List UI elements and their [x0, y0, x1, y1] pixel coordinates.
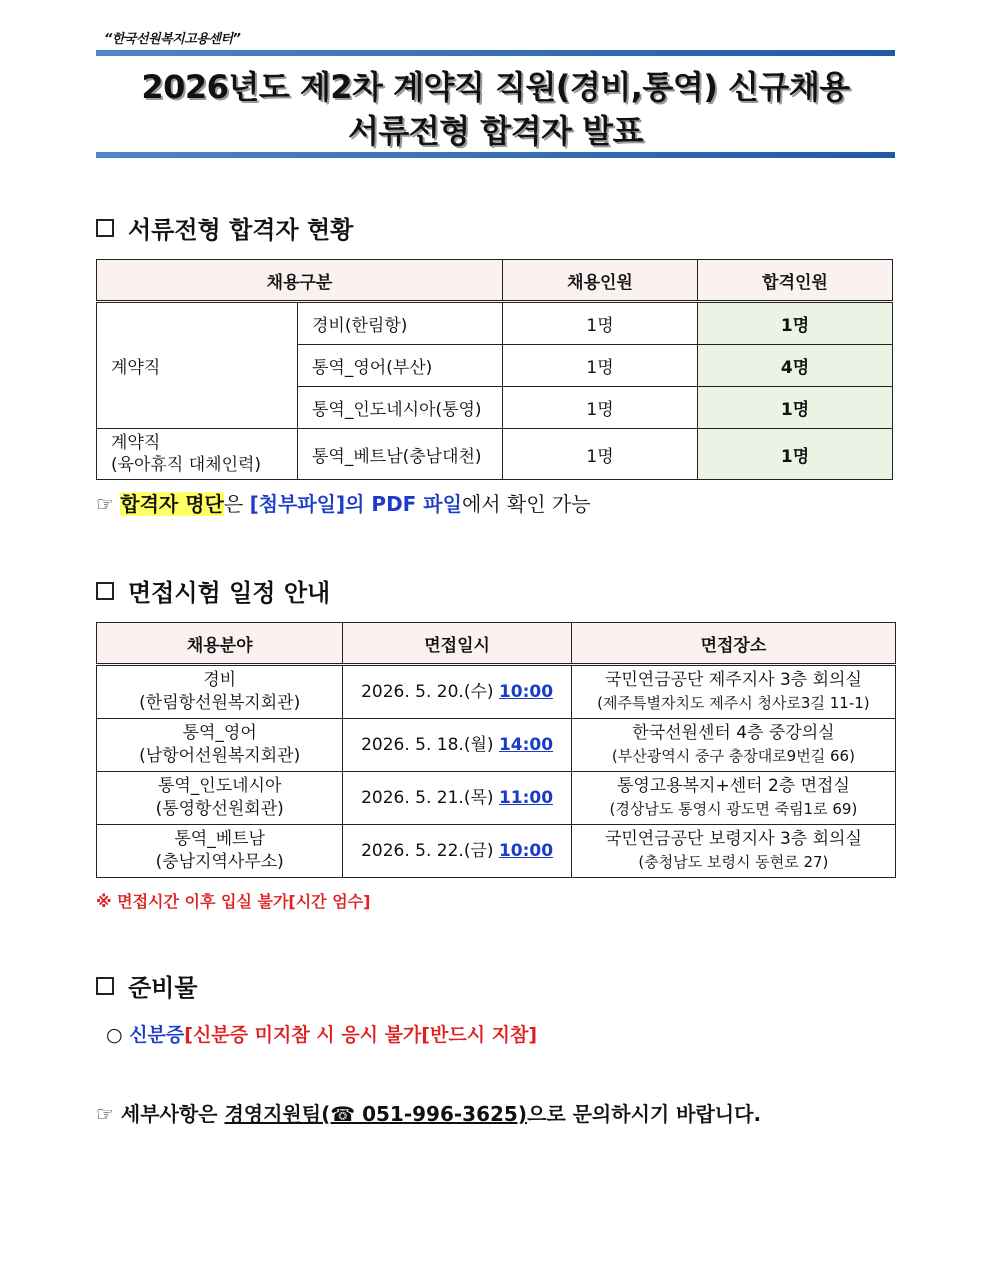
table-header-row [97, 623, 896, 665]
note-text: 에서 확인 가능 [461, 492, 591, 516]
organization-name: “한국선원복지고용센터” [104, 32, 241, 47]
field-venue: (남항어선원복지회관) [139, 746, 301, 766]
contact-suffix: 으로 문의하시기 바랍니다. [527, 1102, 762, 1126]
interview-warning: ※ 면접시간 이후 입실 불가[시간 엄수] [96, 892, 371, 911]
title-top-bar [96, 50, 895, 56]
interview-time: 10:00 [498, 681, 554, 702]
hire-cell: 1명 [503, 302, 698, 345]
field-venue: (통영항선원회관) [155, 799, 284, 819]
field-cell: 경비(한림항) [298, 302, 503, 345]
note-text: 은 [223, 492, 250, 516]
results-table [96, 259, 893, 480]
place-cell [571, 719, 895, 772]
header-pass-count: 합격인원 [698, 260, 893, 302]
place-address: (제주특별자치도 제주시 청사로3길 11-1) [597, 694, 870, 712]
place-name: 통영고용복지+센터 2층 면접실 [616, 776, 850, 796]
pass-cell: 1명 [698, 302, 893, 345]
field-cell [97, 772, 343, 825]
interview-time: 11:00 [498, 787, 554, 808]
interview-time: 14:00 [498, 734, 554, 755]
place-cell [571, 772, 895, 825]
section-title: 준비물 [128, 974, 198, 1002]
header-hire-count: 채용인원 [503, 260, 698, 302]
place-address: (부산광역시 중구 충장대로9번길 66) [611, 747, 855, 765]
section-title: 서류전형 합격자 현황 [128, 216, 354, 244]
group-label: 계약직 [97, 302, 298, 429]
highlighted-text: 합격자 명단 [120, 492, 224, 516]
place-address: (경상남도 통영시 광도면 죽림1로 69) [609, 800, 858, 818]
title-bottom-bar [96, 152, 895, 158]
datetime-cell [343, 719, 571, 772]
item-warning: [신분증 미지참 시 응시 불가[반드시 지참] [184, 1024, 538, 1046]
section-heading-items [96, 968, 198, 1003]
field-venue: (충남지역사무소) [155, 852, 284, 872]
table-row [97, 429, 893, 480]
interview-date: 2026. 5. 21.(목) [361, 787, 499, 808]
datetime-cell [343, 825, 571, 878]
results-note [96, 488, 591, 517]
field-name: 통역_영어 [182, 723, 257, 743]
page-subtitle: 서류전형 합격자 발표 [348, 112, 643, 150]
hire-cell: 1명 [503, 345, 698, 387]
item-name: 신분증 [129, 1024, 185, 1046]
field-name: 통역_인도네시아 [157, 776, 282, 796]
group-label-line: (육아휴직 대체인력) [111, 455, 262, 475]
field-venue: (한림항선원복지회관) [139, 693, 301, 713]
table-row [97, 302, 893, 345]
bullet-circle-icon: ○ [106, 1024, 130, 1046]
field-cell: 통역_영어(부산) [298, 345, 503, 387]
pointing-hand-icon: ☞ [96, 492, 121, 516]
contact-prefix: ☞ 세부사항은 [96, 1102, 225, 1126]
pass-cell: 1명 [698, 387, 893, 429]
interview-date: 2026. 5. 18.(월) [361, 734, 499, 755]
place-name: 국민연금공단 제주지사 3층 회의실 [604, 670, 862, 690]
interview-table [96, 622, 896, 878]
interview-date: 2026. 5. 20.(수) [361, 681, 499, 702]
checkbox-square-icon [96, 582, 114, 600]
datetime-cell [343, 665, 571, 719]
place-name: 국민연금공단 보령지사 3층 회의실 [604, 829, 862, 849]
required-item [106, 1020, 537, 1047]
section-title: 면접시험 일정 안내 [128, 579, 331, 607]
field-cell [97, 665, 343, 719]
section-heading-results [96, 210, 353, 245]
hire-cell: 1명 [503, 429, 698, 480]
place-name: 한국선원센터 4층 중강의실 [632, 723, 835, 743]
pass-cell: 1명 [698, 429, 893, 480]
attachment-text: [첨부파일]의 PDF 파일 [249, 492, 462, 516]
table-header-row [97, 260, 893, 302]
table-row [97, 665, 896, 719]
section-heading-interview [96, 573, 330, 608]
contact-info [96, 1098, 761, 1127]
field-name: 통역_베트남 [174, 829, 265, 849]
contact-team-phone: 경영지원팀(☎ 051-996-3625) [224, 1102, 527, 1126]
field-name: 경비 [203, 670, 237, 690]
header-category: 채용구분 [97, 260, 503, 302]
field-cell: 통역_베트남(충남대천) [298, 429, 503, 480]
pass-cell: 4명 [698, 345, 893, 387]
table-row [97, 825, 896, 878]
header-field: 채용분야 [97, 623, 343, 665]
place-address: (충청남도 보령시 동현로 27) [638, 853, 829, 871]
place-cell [571, 825, 895, 878]
hire-cell: 1명 [503, 387, 698, 429]
checkbox-square-icon [96, 977, 114, 995]
field-cell [97, 825, 343, 878]
interview-time: 10:00 [498, 840, 554, 861]
group-label [97, 429, 298, 480]
table-row [97, 719, 896, 772]
field-cell: 통역_인도네시아(통영) [298, 387, 503, 429]
checkbox-square-icon [96, 219, 114, 237]
place-cell [571, 665, 895, 719]
header-datetime: 면접일시 [343, 623, 571, 665]
group-label-line: 계약직 [111, 433, 161, 453]
field-cell [97, 719, 343, 772]
header-place: 면접장소 [571, 623, 895, 665]
page-title: 2026년도 제2차 계약직 직원(경비,통역) 신규채용 [141, 68, 850, 106]
interview-date: 2026. 5. 22.(금) [361, 840, 499, 861]
datetime-cell [343, 772, 571, 825]
table-row [97, 772, 896, 825]
